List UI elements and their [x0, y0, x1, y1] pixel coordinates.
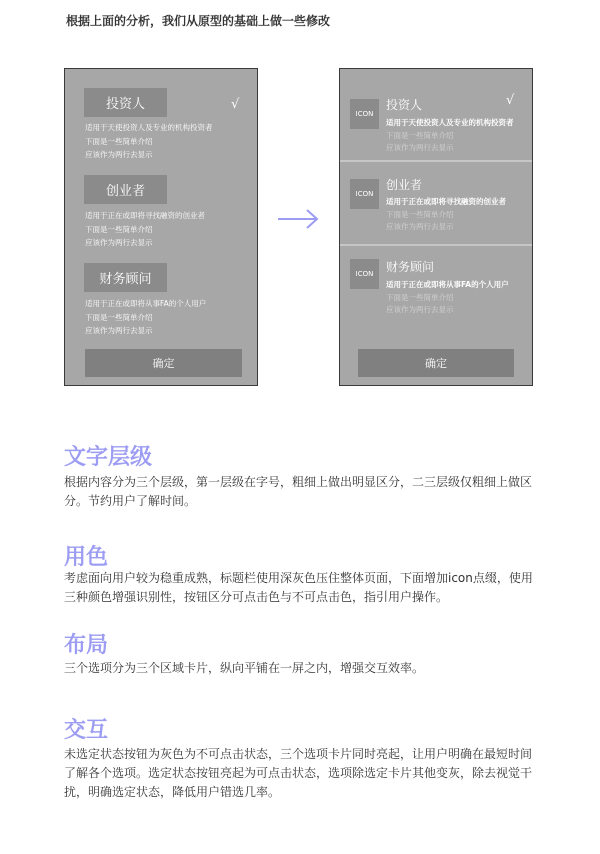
revised-prototype: [339, 68, 533, 386]
option-icon: ICON: [350, 179, 379, 209]
section-body-color: 考虑面向用户较为稳重成熟，标题栏使用深灰色压住整体页面，下面增加icon点缀，使用三种颜色增强识别性，按钮区分可点击色与不可点击色，指引用户操作。: [64, 571, 533, 604]
arrow-right-icon: [276, 208, 320, 230]
intro-text: 根据上面的分析，我们从原型的基础上做一些修改: [66, 14, 331, 28]
option-desc: 适用于天使投资人及专业的机构投资者 下面是一些简单介绍 应该作为两行去显示: [386, 118, 514, 152]
section-body-typography: 根据内容分为三个层级，第一层级在字号，粗细上做出明显区分，二三层级仅粗细上做区分。节约用户了解时间。: [64, 475, 533, 508]
option-desc: 适用于正在或即将从事FA的个人用户 下面是一些简单介绍 应该作为两行去显示: [85, 299, 207, 335]
check-icon: √: [231, 97, 240, 112]
option-title: 创业者: [386, 178, 423, 192]
option-icon: ICON: [350, 259, 379, 289]
option-desc: 适用于天使投资人及专业的机构投资者 下面是一些简单介绍 应该作为两行去显示: [85, 123, 213, 159]
option-icon: ICON: [350, 99, 379, 129]
section-body-layout: 三个选项分为三个区域卡片，纵向平铺在一屏之内，增强交互效率。: [64, 661, 425, 675]
confirm-button[interactable]: 确定: [358, 349, 514, 377]
option-desc: 适用于正在或即将寻找融资的创业者 下面是一些简单介绍 应该作为两行去显示: [85, 211, 205, 247]
original-prototype: [64, 68, 258, 386]
option-card-fa[interactable]: [340, 246, 532, 328]
option-title-founder[interactable]: 创业者: [84, 175, 167, 204]
section-heading-color: 用色: [64, 545, 109, 570]
check-icon: √: [506, 93, 515, 108]
option-title-investor[interactable]: 投资人: [84, 88, 167, 117]
option-desc: 适用于正在或即将寻找融资的创业者 下面是一些简单介绍 应该作为两行去显示: [386, 197, 506, 231]
option-card-founder[interactable]: [340, 162, 532, 244]
option-title: 投资人: [386, 98, 423, 112]
section-heading-layout: 布局: [64, 633, 109, 658]
option-title: 财务顾问: [386, 260, 435, 274]
section-heading-interaction: 交互: [64, 718, 109, 743]
option-desc: 适用于正在或即将从事FA的个人用户 下面是一些简单介绍 应该作为两行去显示: [386, 280, 509, 314]
option-title-fa[interactable]: 财务顾问: [84, 263, 167, 292]
section-heading-typography: 文字层级: [64, 445, 153, 470]
confirm-button[interactable]: 确定: [85, 349, 242, 377]
section-body-interaction: 未选定状态按钮为灰色为不可点击状态，三个选项卡片同时亮起，让用户明确在最短时间了解各个选项。选定状态按钮亮起为可点击状态，选项除选定卡片其他变灰，除去视觉干扰，明确选定状态，降低用户错选几率。: [64, 747, 533, 799]
option-card-investor[interactable]: [340, 69, 532, 151]
